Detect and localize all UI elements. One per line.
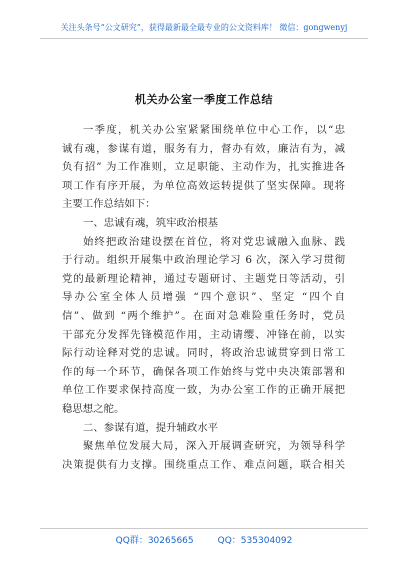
body-line: 始终把政治建设摆在首位，将对党忠诚融入血脉、践 (83, 235, 345, 248)
header-divider (40, 38, 368, 39)
body-line: 干部充分发挥先锋模范作用，主动请缨、冲锋在前，以实 (62, 328, 345, 341)
footer (0, 533, 408, 546)
body-line: 稳思想之舵。 (62, 402, 125, 415)
body-line: 作的每一个环节，确保各项工作始终与党中央决策部署和 (62, 365, 345, 378)
document-title: 机关办公室一季度工作总结 (135, 93, 273, 106)
body-line: 党的最新理论精神，通过专题研讨、主题党日等活动，引 (62, 272, 345, 285)
body-line: 主要工作总结如下： (62, 198, 156, 211)
body-line: 项工作有序开展，为单位高效运转提供了坚实保障。现将 (62, 179, 345, 192)
body-line: 聚焦单位发展大局，深入开展调查研究，为领导科学 (83, 440, 345, 453)
body-line: 际行动诠释对党的忠诚。同时，将政治忠诚贯穿到日常工 (62, 347, 345, 360)
body-line: 一、忠诚有魂，筑牢政治根基 (83, 216, 219, 229)
body-line: 信”、做到 “两个维护”。在面对急难险重任务时，党员 (62, 309, 345, 322)
document-body (62, 121, 345, 474)
body-line: 诚有魂，参谋有道，服务有力，督办有效，廉洁有为，减 (62, 142, 345, 155)
footer-qq-group: QQ群：30265665 (115, 536, 194, 546)
body-line: 负有招” 为工作准则，立足职能、主动作为，扎实推进各 (62, 161, 345, 174)
header-banner: 关注头条号“公文研究”，获得最新最全最专业的公文资料库！ 微信：gongwenyj (60, 23, 348, 32)
body-line: 单位工作要求保持高度一致，为办公室工作的正确开展把 (62, 384, 345, 397)
body-line: 于行动。组织开展集中政治理论学习 6 次，深入学习贯彻 (62, 254, 345, 267)
footer-divider (40, 528, 368, 529)
body-line: 二、参谋有道，提升辅政水平 (83, 421, 219, 434)
body-line: 决策提供有力支撑。围绕重点工作、难点问题，联合相关 (62, 458, 345, 471)
footer-qq-contact: QQ：535304092 (217, 536, 293, 546)
body-line: 导办公室全体人员增强 “四个意识”、坚定 “四个自 (62, 291, 345, 304)
body-line: 一季度，机关办公室紧紧围绕单位中心工作，以“忠 (83, 124, 345, 136)
